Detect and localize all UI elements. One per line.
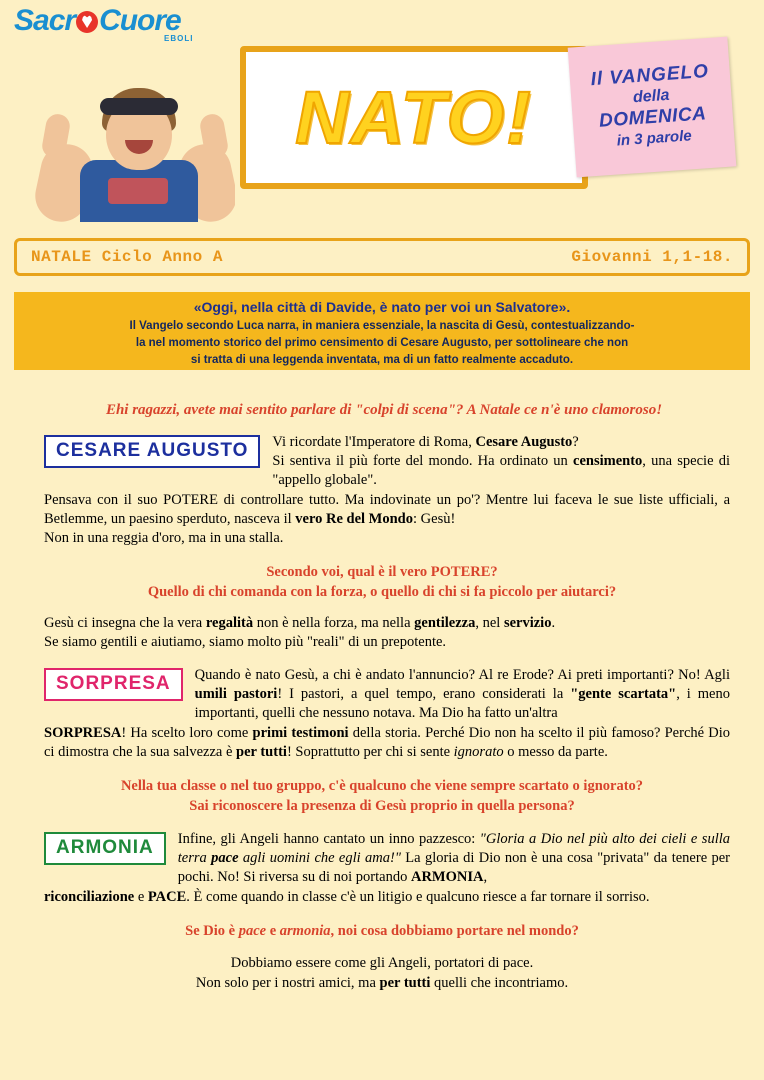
section-body-text: Pensava con il suo POTERE di controllare tutto. Ma indovinate un po'? Mentre lui faceva le sue liste ufficiali, a Betlemme, un paesino sperduto, nasceva il vero Re del Mondo: Gesù! Non in una reggia d'oro, ma in una stalla. xyxy=(44,492,730,546)
section-sorpresa xyxy=(0,666,764,816)
heart-icon xyxy=(76,11,98,33)
logo-text-right: Cuore xyxy=(99,4,181,37)
gospel-description-line2: la nel momento storico del primo censimento di Cesare Augusto, per sottolineare che non xyxy=(135,337,629,349)
page-header xyxy=(0,0,764,222)
section-question: Nella tua classe o nel tuo gruppo, c'è qualcuno che viene sempre scartato o ignorato? Sai riconoscere la presenza di Gesù proprio in quella persona? xyxy=(120,778,644,814)
gospel-reference-label: Giovanni 1,1-18. xyxy=(571,248,733,266)
section-intro-text: Vi ricordate l'Imperatore di Roma, Cesare Augusto? Si sentiva il più forte del mondo. Ha ordinato un censimento, una specie di "appello globale". xyxy=(272,434,731,488)
logo-subtitle: EBOLI xyxy=(164,34,194,43)
vangelo-badge-line4: in 3 parole xyxy=(616,127,693,150)
logo-text xyxy=(14,4,229,38)
gospel-description-line1: Il Vangelo secondo Luca narra, in maniera essenziale, la nascita di Gesù, contestualizzando- xyxy=(129,320,635,332)
section-tag-armonia: ARMONIA xyxy=(44,832,166,865)
section-cesare-augusto xyxy=(0,433,764,652)
closing-paragraph: Dobbiamo essere come gli Angeli, portatori di pace. Non solo per i nostri amici, ma per tutti quelli che incontriamo. xyxy=(195,955,569,991)
logo-text-left: Sacr xyxy=(14,4,76,37)
section-tag-sorpresa: SORPRESA xyxy=(44,668,183,701)
liturgy-titlebar xyxy=(14,238,750,276)
vangelo-badge xyxy=(568,37,737,178)
section-question: Secondo voi, qual è il vero POTERE? Quello di chi comanda con la forza, o quello di chi si fa piccolo per aiutarci? xyxy=(147,564,617,600)
section-question: Se Dio è pace e armonia, noi cosa dobbiamo portare nel mondo? xyxy=(185,923,579,939)
boy-photo xyxy=(30,48,235,222)
section-intro-text: Infine, gli Angeli hanno cantato un inno pazzesco: "Gloria a Dio nel più alto dei cieli e sulla terra pace agli uomini che egli ama!" La gloria di Dio non è una cosa "privata" da tenere per pochi. No! Si riversa su di noi portando ARMONIA, xyxy=(177,831,731,885)
nato-title: NATO! xyxy=(295,76,533,159)
section-body-text: riconciliazione e PACE. È come quando in classe c'è un litigio e qualcuno riesce a far tornare il sorriso. xyxy=(44,889,650,905)
intro-paragraph: Ehi ragazzi, avete mai sentito parlare di "colpi di scena"? A Natale ce n'è uno clamoroso! xyxy=(105,402,663,418)
photo-shirt-print xyxy=(108,178,168,204)
section-armonia xyxy=(0,830,764,941)
liturgy-cycle-label: NATALE Ciclo Anno A xyxy=(31,248,223,266)
vangelo-badge-line3: DOMENICA xyxy=(598,103,708,132)
gospel-quote-banner xyxy=(14,292,750,370)
gospel-description-line3: si tratta di una leggenda inventata, ma di un fatto realmente accaduto. xyxy=(190,354,574,366)
section-body-text: SORPRESA! Ha scelto loro come primi testimoni della storia. Perché Dio non ha scelto il più famoso? Perché Dio ci dimostra che la sua salvezza è per tutti! Soprattutto per chi si sente ignorato o messo da parte. xyxy=(44,725,730,760)
section-tag-cesare-augusto: CESARE AUGUSTO xyxy=(44,435,260,468)
sunglasses-icon xyxy=(100,98,178,115)
logo xyxy=(14,4,229,48)
nato-title-box xyxy=(240,46,588,189)
section-after-text: Gesù ci insegna che la vera regalità non è nella forza, ma nella gentilezza, nel servizio. Se siamo gentili e aiutiamo, siamo molto più "reali" di un prepotente. xyxy=(44,615,556,650)
vangelo-badge-line1: Il VANGELO xyxy=(590,60,710,91)
article-body xyxy=(0,380,764,993)
gospel-quote: «Oggi, nella città di Davide, è nato per voi un Salvatore». xyxy=(193,299,571,315)
vangelo-badge-line2: della xyxy=(632,86,671,107)
section-intro-text: Quando è nato Gesù, a chi è andato l'annuncio? Al re Erode? Ai preti importanti? No! Agli umili pastori! I pastori, a quel tempo, erano considerati la "gente scartata", i meno importanti, quelli che nessuno notava. Ma Dio ha fatto un'altra xyxy=(194,667,730,721)
